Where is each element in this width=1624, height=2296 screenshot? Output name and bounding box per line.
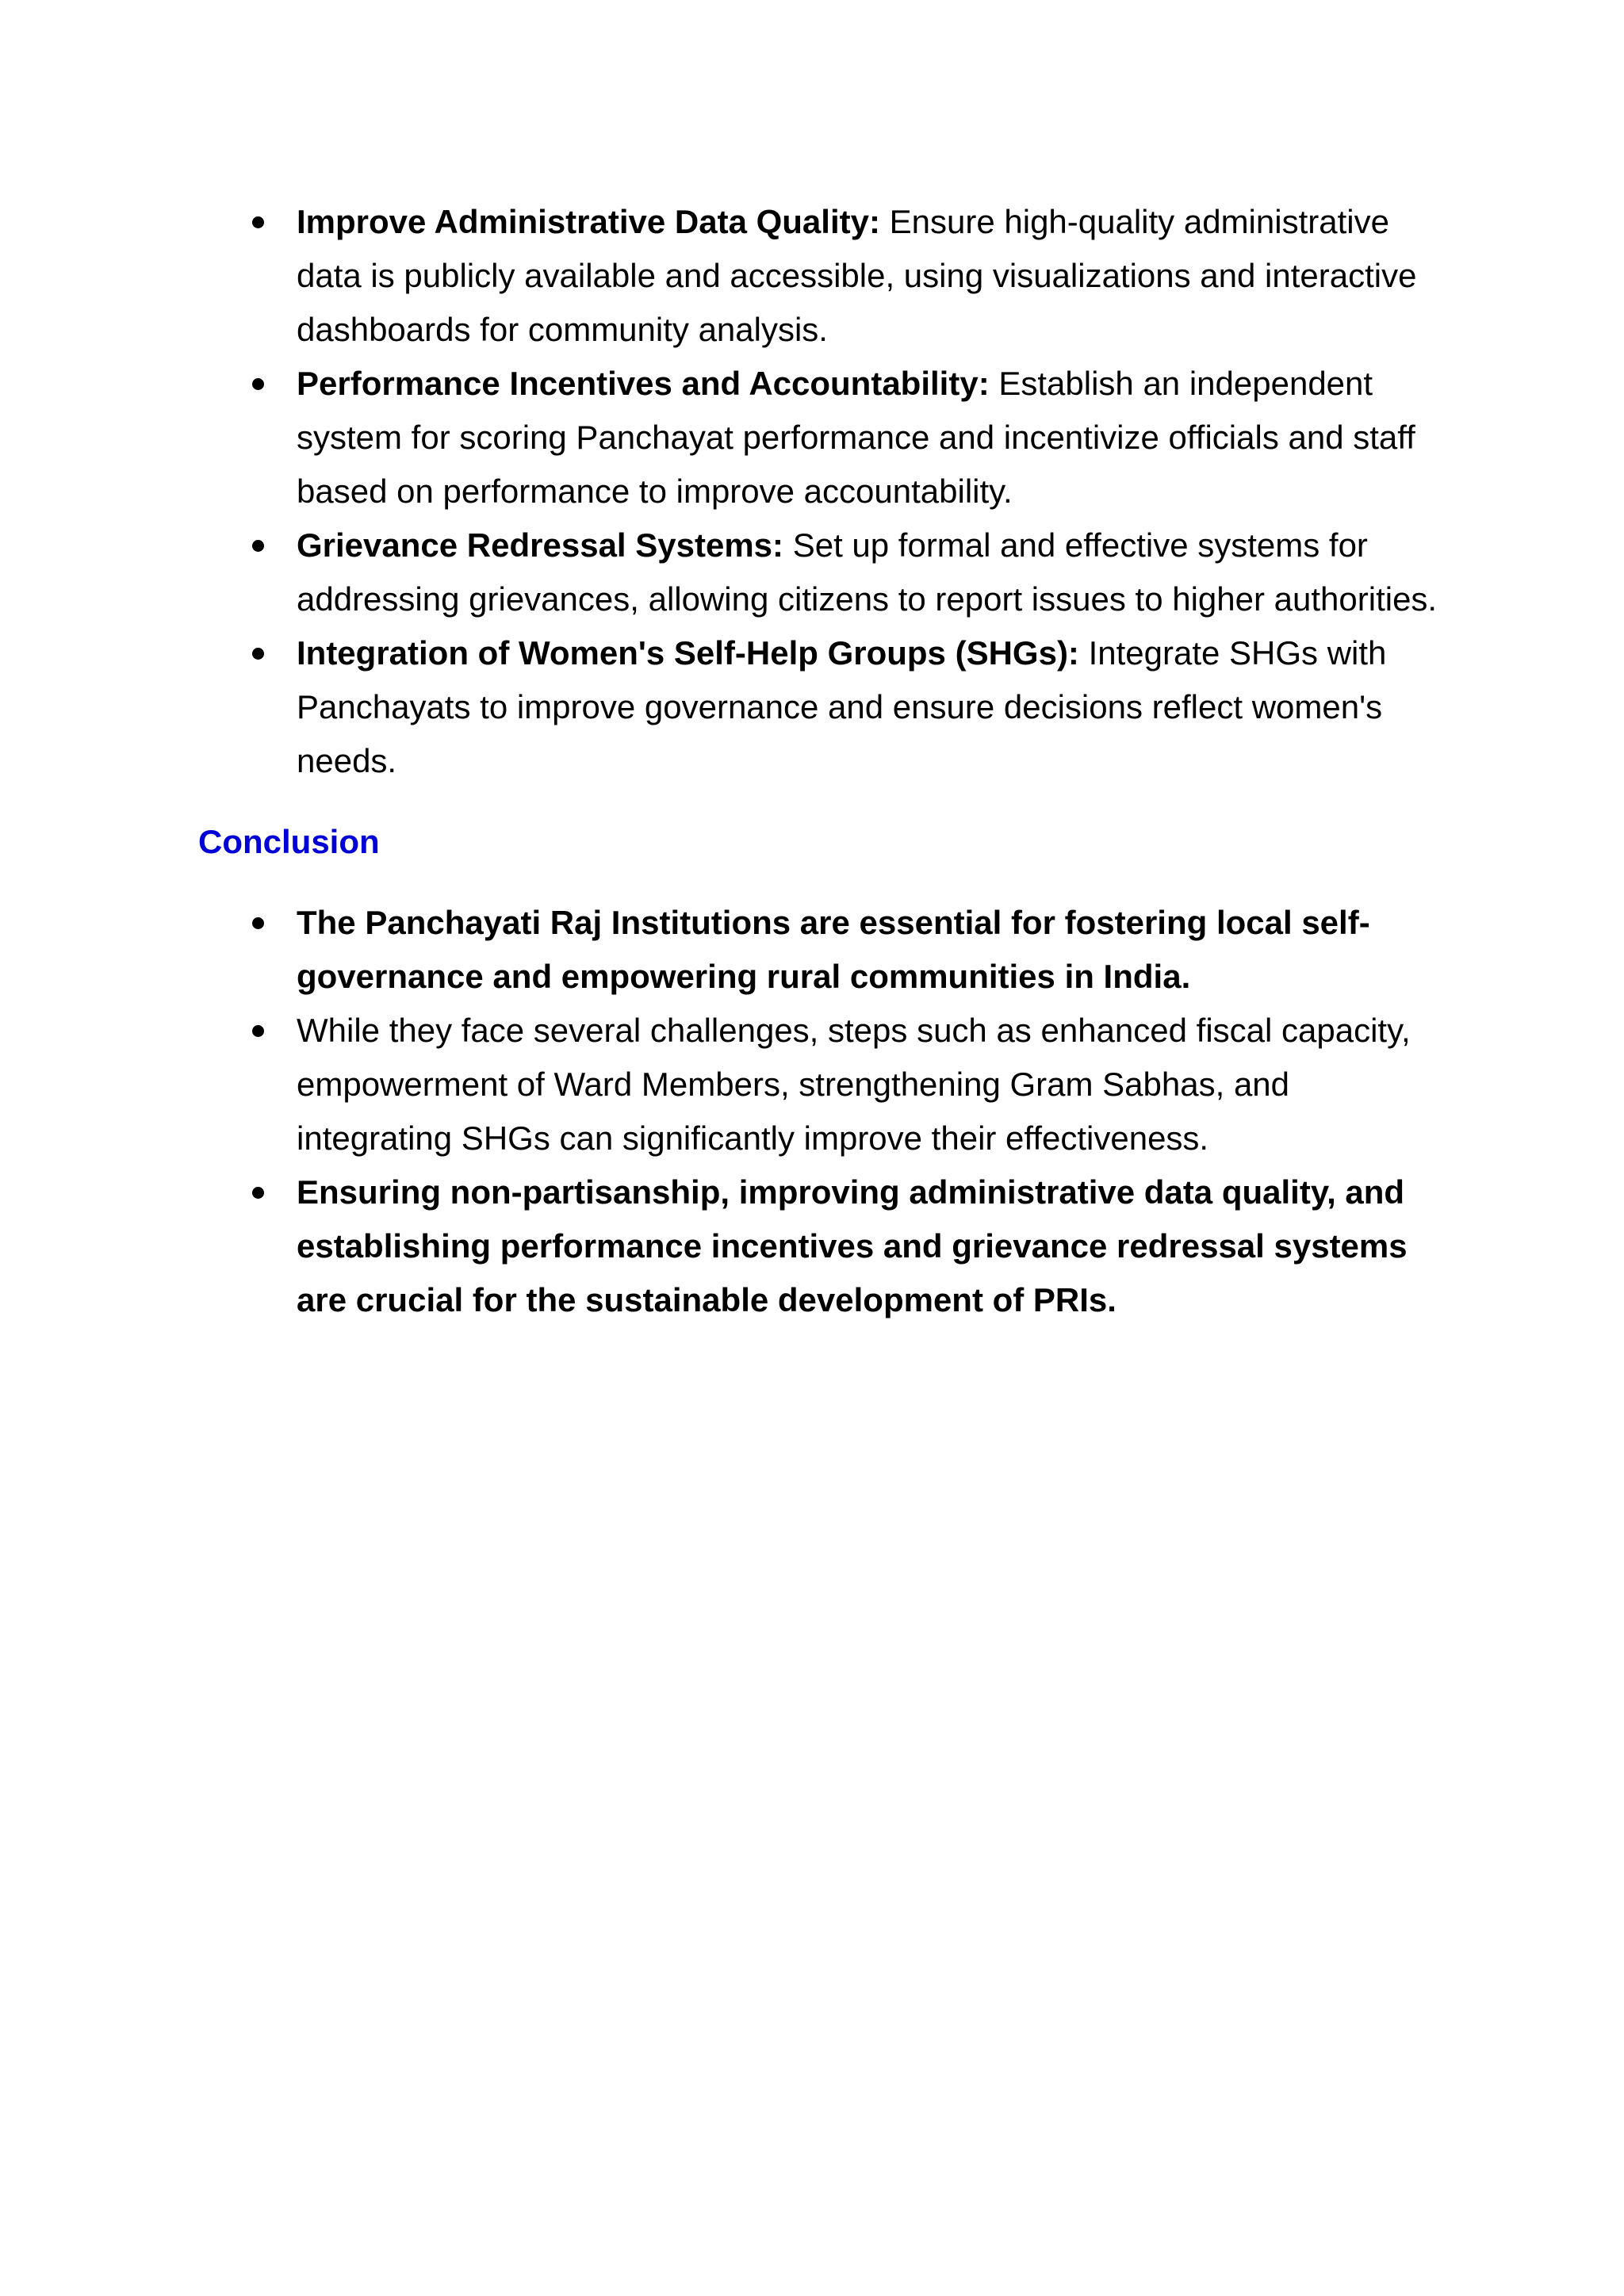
conclusion-heading: Conclusion (198, 823, 380, 860)
recommendations-list (198, 195, 1443, 788)
bullet-icon (252, 648, 264, 660)
list-item (198, 896, 1443, 1004)
item-text: Ensuring non-partisanship, improving administrative data quality, and establishing performance incentives and grievance redressal systems are crucial for the sustainable development of PRIs. (297, 1173, 1408, 1318)
item-title: Grievance Redressal Systems: (297, 526, 784, 564)
list-item (198, 195, 1443, 357)
item-title: Improve Administrative Data Quality: (297, 203, 880, 240)
item-text: Ensure high-quality administrative data is publicly available and accessible, using visualizations and interactive dashboards for community analysis. (297, 203, 1417, 348)
list-item (198, 1004, 1443, 1165)
list-item (198, 1165, 1443, 1327)
list-item (198, 357, 1443, 519)
item-text: Integrate SHGs with Panchayats to improve governance and ensure decisions reflect women's needs. (297, 634, 1387, 779)
item-title: Performance Incentives and Accountability: (297, 365, 990, 402)
item-text: The Panchayati Raj Institutions are essential for fostering local self-governance and empowering rural communities in India. (297, 904, 1370, 995)
page-content (198, 195, 1443, 1327)
item-title: Integration of Women's Self-Help Groups (SHGs): (297, 634, 1079, 672)
item-text: Establish an independent system for scoring Panchayat performance and incentivize officials and staff based on performance to improve accountability. (297, 365, 1415, 510)
conclusion-list (198, 896, 1443, 1327)
list-item (198, 626, 1443, 788)
bullet-icon (252, 216, 264, 228)
bullet-icon (252, 917, 264, 929)
item-text: While they face several challenges, steps such as enhanced fiscal capacity, empowerment of Ward Members, strengthening Gram Sabhas, and integrating SHGs can significantly improve their effectiveness. (297, 1012, 1411, 1157)
item-text: Set up formal and effective systems for addressing grievances, allowing citizens to report issues to higher authorities. (297, 526, 1438, 618)
bullet-icon (252, 1187, 264, 1199)
list-item (198, 519, 1443, 626)
bullet-icon (252, 540, 264, 552)
bullet-icon (252, 1025, 264, 1037)
bullet-icon (252, 378, 264, 390)
